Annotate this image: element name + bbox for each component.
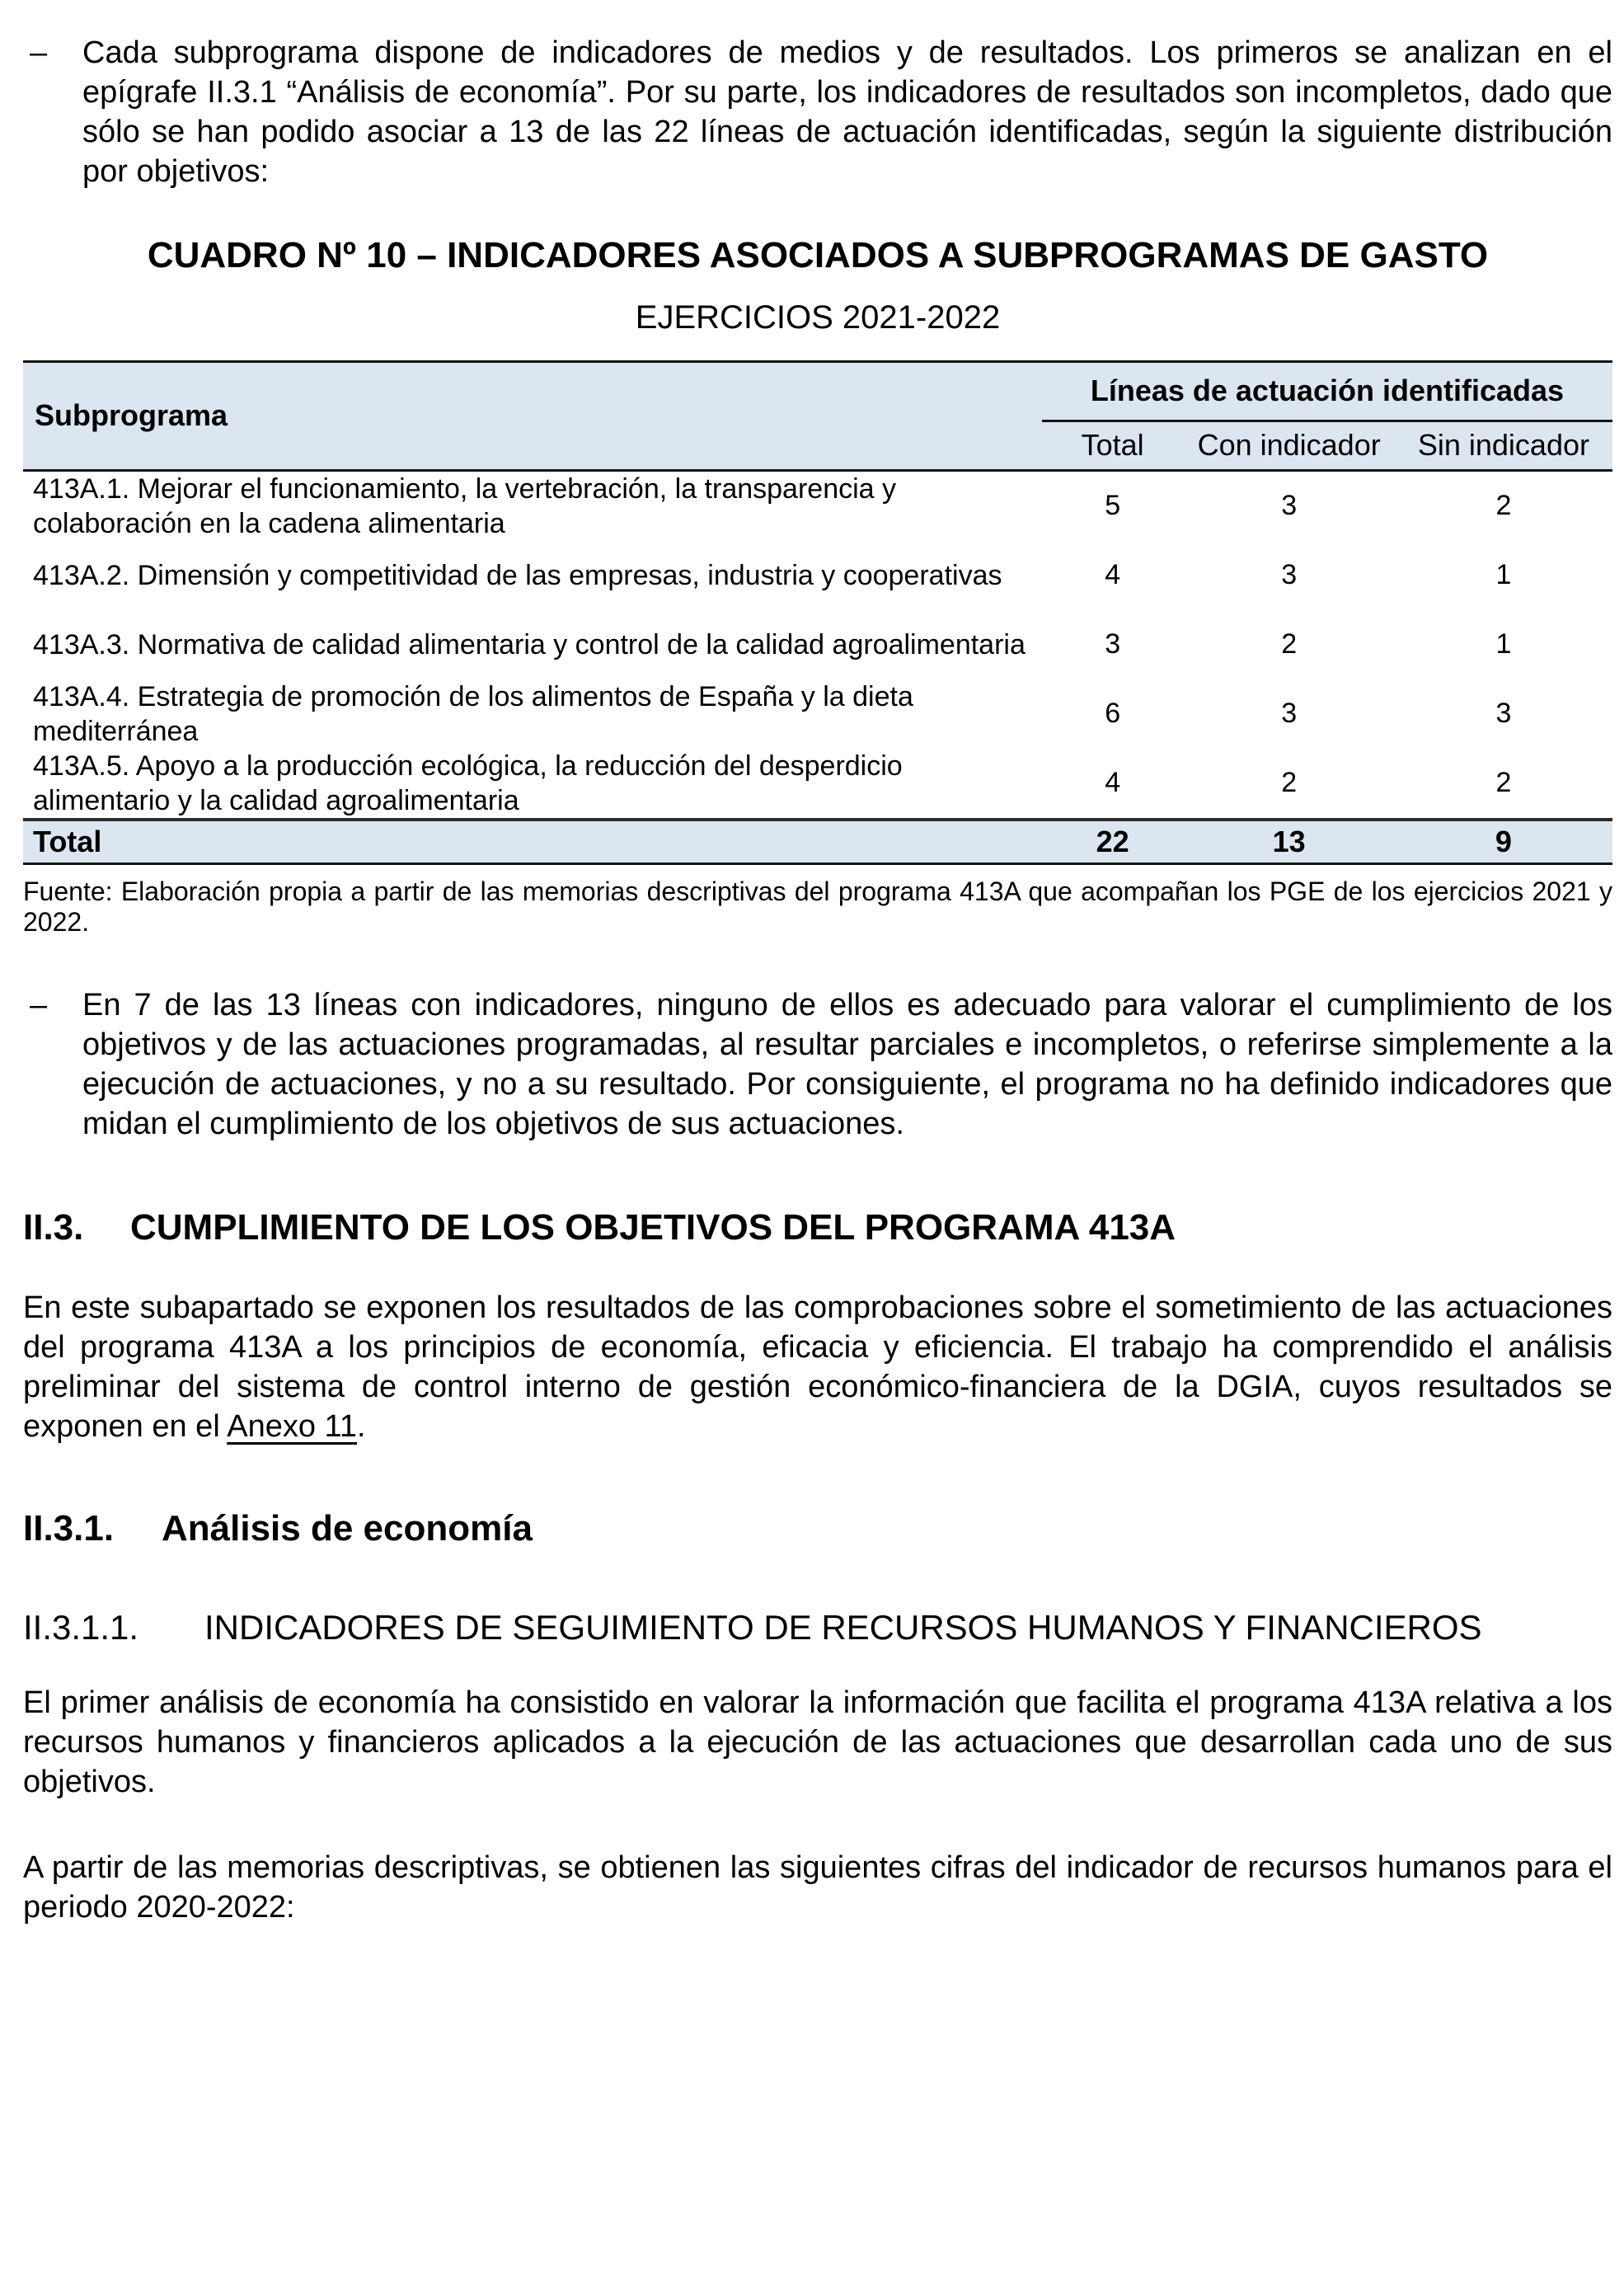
section-number: II.3.1.1. xyxy=(23,1607,139,1647)
table-row xyxy=(23,679,1612,749)
sin-indicador-cell: 2 xyxy=(1495,767,1512,799)
section-title: Análisis de economía xyxy=(162,1508,533,1549)
bullet-dash: – xyxy=(30,35,48,70)
bullet-paragraph-2-text: En 7 de las 13 líneas con indicadores, ninguno de ellos es adecuado para valorar el cumplimiento de los objetivos y de las actuaciones programadas, al resultar parciales e incompletos, o referirse simplemente a la ejecución de actuaciones, y no a su resultado. Por consiguiente, el programa no ha definido indicadores que midan el cumplimiento de los objetivos de sus actuaciones. xyxy=(82,988,1612,1142)
total-cell: 6 xyxy=(1105,698,1121,730)
subprograma-cell: 413A.4. Estrategia de promoción de los alimentos de España y la dieta mediterránea xyxy=(33,680,913,747)
con-indicador-cell: 2 xyxy=(1281,767,1298,799)
subprograma-cell: 413A.2. Dimensión y competitividad de las empresas, industria y cooperativas xyxy=(33,559,1002,591)
bullet-paragraph-2 xyxy=(23,985,1612,1144)
table-header xyxy=(23,361,1612,470)
bullet-paragraph-1-text: Cada subprograma dispone de indicadores de medios y de resultados. Los primeros se analizan en el epígrafe II.3.1 “Análisis de economía”. Por su parte, los indicadores de resultados son incompletos, dado que sólo se han podido asociar a 13 de las 22 líneas de actuación identificadas, según la siguiente distribución por objetivos: xyxy=(82,35,1612,189)
table-row xyxy=(23,749,1612,820)
total-row-total: 22 xyxy=(1096,825,1129,859)
anexo-11-reference[interactable]: Anexo 11 xyxy=(227,1409,357,1445)
table-total-row xyxy=(23,820,1612,864)
section-heading-ii3 xyxy=(23,1206,1612,1250)
table-row xyxy=(23,610,1612,679)
section-number: II.3. xyxy=(23,1207,84,1248)
header-sin-indicador: Sin indicador xyxy=(1395,421,1612,470)
con-indicador-cell: 3 xyxy=(1281,559,1298,591)
sin-indicador-cell: 1 xyxy=(1495,628,1512,660)
header-total: Total xyxy=(1042,421,1184,470)
total-cell: 4 xyxy=(1105,559,1121,591)
con-indicador-cell: 3 xyxy=(1281,490,1298,522)
sin-indicador-cell: 2 xyxy=(1495,490,1512,522)
total-cell: 4 xyxy=(1105,767,1121,799)
sin-indicador-cell: 3 xyxy=(1495,698,1512,730)
total-cell: 3 xyxy=(1105,628,1121,660)
subprograma-cell: 413A.3. Normativa de calidad alimentaria y control de la calidad agroalimentaria xyxy=(33,628,1026,660)
header-group-lineas: Líneas de actuación identificadas xyxy=(1042,361,1612,421)
section-heading-ii31 xyxy=(23,1507,1612,1551)
table-title: CUADRO Nº 10 – INDICADORES ASOCIADOS A SUBPROGRAMAS DE GASTO xyxy=(147,235,1489,275)
total-row-sin: 9 xyxy=(1495,825,1512,859)
sin-indicador-cell: 1 xyxy=(1495,559,1512,591)
section-title: INDICADORES DE SEGUIMIENTO DE RECURSOS HUMANOS Y FINANCIEROS xyxy=(204,1607,1482,1647)
table-row xyxy=(23,470,1612,541)
paragraph-ii311-2: A partir de las memorias descriptivas, se obtienen las siguientes cifras del indicador de recursos humanos para el periodo 2020-2022: xyxy=(23,1850,1612,1925)
paragraph-ii3 xyxy=(23,1288,1612,1446)
con-indicador-cell: 3 xyxy=(1281,698,1298,730)
indicators-table xyxy=(23,360,1612,866)
table-source-note: Fuente: Elaboración propia a partir de las memorias descriptivas del programa 413A que acompañan los PGE de los ejercicios 2021 y 2022. xyxy=(23,877,1612,938)
table-subtitle: EJERCICIOS 2021-2022 xyxy=(635,298,1001,336)
bullet-dash: – xyxy=(30,988,48,1023)
header-con-indicador: Con indicador xyxy=(1183,421,1394,470)
subprograma-cell: 413A.5. Apoyo a la producción ecológica, la reducción del desperdicio alimentario y la calidad agroalimentaria xyxy=(33,750,903,816)
paragraph-ii3-text: En este subapartado se exponen los resultados de las comprobaciones sobre el sometimiento de las actuaciones del programa 413A a los principios de economía, eficacia y eficiencia. El trabajo ha comprendido el análisis preliminar del sistema de control interno de gestión económico-financiera de la DGIA, cuyos resultados se exponen en el xyxy=(23,1290,1612,1445)
con-indicador-cell: 2 xyxy=(1281,628,1298,660)
section-heading-ii311 xyxy=(23,1607,1612,1648)
paragraph-ii311-1: El primer análisis de economía ha consistido en valorar la información que facilita el programa 413A relativa a los recursos humanos y financieros aplicados a la ejecución de las actuaciones que desarrollan cada uno de sus objetivos. xyxy=(23,1685,1612,1800)
table-row xyxy=(23,541,1612,610)
subprograma-cell: 413A.1. Mejorar el funcionamiento, la vertebración, la transparencia y colaboración en la cadena alimentaria xyxy=(33,472,897,539)
header-subprograma: Subprograma xyxy=(23,361,1042,470)
total-row-con: 13 xyxy=(1272,825,1306,859)
section-number: II.3.1. xyxy=(23,1508,115,1549)
section-title: CUMPLIMIENTO DE LOS OBJETIVOS DEL PROGRAMA 413A xyxy=(130,1207,1176,1248)
total-row-label: Total xyxy=(33,825,102,859)
paragraph-ii3-period: . xyxy=(357,1409,366,1445)
total-cell: 5 xyxy=(1105,490,1121,522)
bullet-paragraph-1 xyxy=(23,33,1612,191)
